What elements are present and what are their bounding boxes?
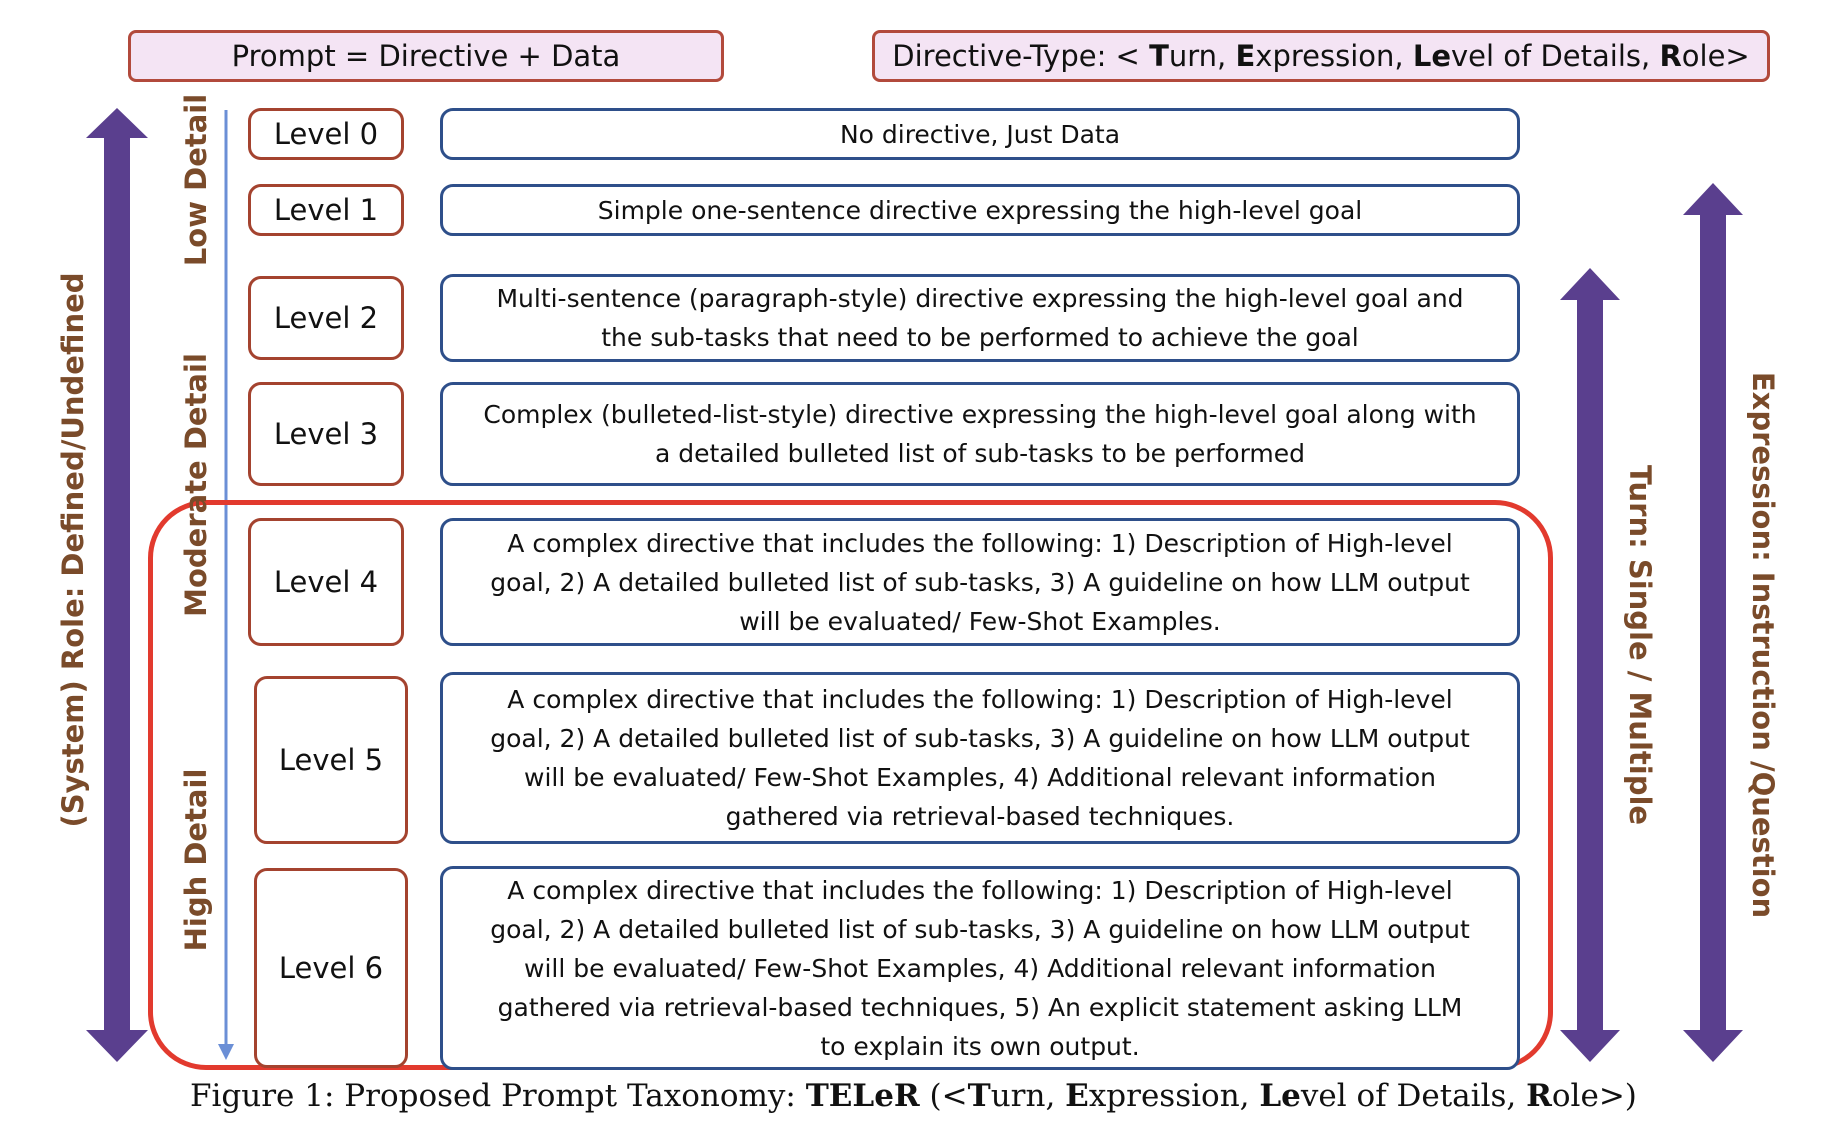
- level-4-box: [248, 518, 404, 646]
- level-1-label: Level 1: [273, 193, 379, 227]
- level-0-description-text: No directive, Just Data: [839, 119, 1121, 149]
- level-3-label: Level 3: [273, 417, 379, 451]
- role-arrow: [86, 108, 148, 1062]
- level-0-label: Level 0: [273, 117, 379, 151]
- level-1-box: [248, 184, 404, 236]
- level-6-box: [254, 868, 408, 1068]
- level-1-description: [440, 184, 1520, 236]
- level-5-description-text: A complex directive that includes the following: 1) Description of High-level goal, 2) A detailed bulleted list of sub-tasks, 3) A guideline on how LLM output will be evaluated/ Few-Shot Examples, 4) Additional relevant information gathered via retrieval-based techniques.: [490, 685, 1470, 831]
- level-3-description-text: Complex (bulleted-list-style) directive expressing the high-level goal along with a detailed bulleted list of sub-tasks to be performed: [483, 400, 1477, 468]
- level-1-description-text: Simple one-sentence directive expressing the high-level goal: [597, 195, 1363, 225]
- turn-arrow: [1560, 268, 1620, 1062]
- figure-caption: Figure 1: Proposed Prompt Taxonomy: TELeR (<Turn, Expression, Level of Details, Role>): [190, 1078, 1637, 1114]
- level-3-box: [248, 382, 404, 486]
- level-6-label: Level 6: [278, 951, 384, 985]
- level-5-box: [254, 676, 408, 844]
- level-5-description: [440, 672, 1520, 844]
- high-detail-label: High Detail: [179, 768, 213, 952]
- level-5-label: Level 5: [278, 743, 384, 777]
- moderate-detail-label: Moderate Detail: [179, 353, 213, 617]
- turn-axis-label: Turn: Single / Multiple: [1623, 464, 1657, 826]
- level-2-description: [440, 274, 1520, 362]
- level-2-label: Level 2: [273, 301, 379, 335]
- level-4-label: Level 4: [273, 565, 379, 599]
- level-4-description: [440, 518, 1520, 646]
- prompt-definition-text: Prompt = Directive + Data: [231, 39, 621, 73]
- low-detail-label: Low Detail: [179, 93, 213, 267]
- directive-type-text: Directive-Type: < Turn, Expression, Level of Details, Role>: [892, 39, 1750, 73]
- level-0-box: [248, 108, 404, 160]
- level-4-description-text: A complex directive that includes the following: 1) Description of High-level goal, 2) A detailed bulleted list of sub-tasks, 3) A guideline on how LLM output will be evaluated/ Few-Shot Examples.: [490, 528, 1470, 636]
- expression-arrow: [1683, 183, 1743, 1062]
- role-axis-label: (System) Role: Defined/Undefined: [56, 272, 90, 828]
- expression-axis-label: Expression: Instruction /Question: [1746, 371, 1780, 919]
- level-2-box: [248, 276, 404, 360]
- level-0-description: [440, 108, 1520, 160]
- level-6-description-text: A complex directive that includes the following: 1) Description of High-level goal, 2) A detailed bulleted list of sub-tasks, 3) A guideline on how LLM output will be evaluated/ Few-Shot Examples, 4) Additional relevant information gathered via retrieval-based techniques, 5) An explicit statement asking LLM to explain its own output.: [490, 875, 1470, 1061]
- level-3-description: [440, 382, 1520, 486]
- level-2-description-text: Multi-sentence (paragraph-style) directive expressing the high-level goal and the sub-tasks that need to be performed to achieve the goal: [496, 284, 1464, 352]
- level-6-description: [440, 866, 1520, 1070]
